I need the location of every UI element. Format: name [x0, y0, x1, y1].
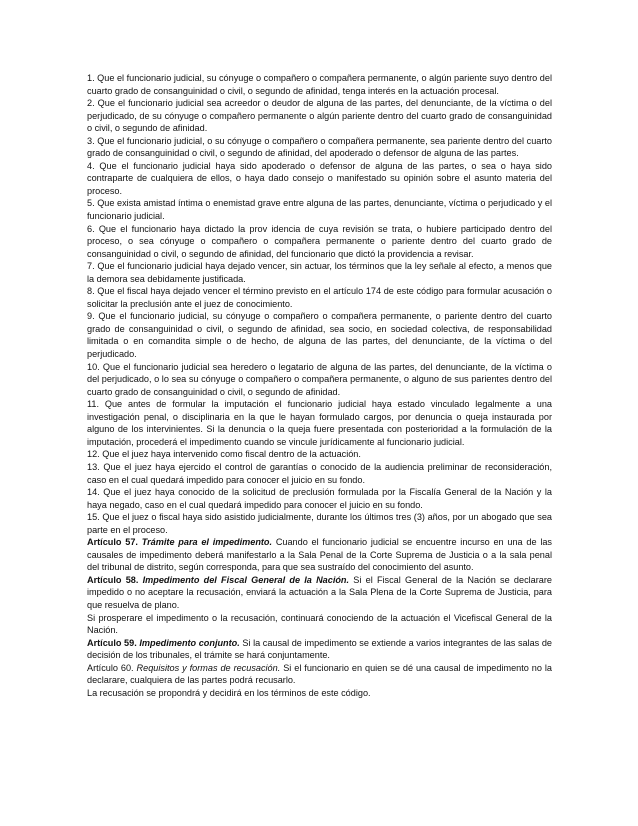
- paragraph: [87, 260, 552, 285]
- article-number: Artículo 58.: [87, 574, 139, 585]
- paragraph-text: 10. Que el funcionario judicial sea heredero o legatario de alguna de las partes, del denunciante, de la víctima o del perjudicado, o lo sea su cónyuge o compañero o compañera permanente, o alguno de sus parientes dentro del cuarto grado de consanguinidad o civil, o segundo de afinidad.: [87, 361, 552, 397]
- paragraph: [87, 72, 552, 97]
- paragraph-text: Si el funcionario en quien se dé una causal de impedimento no la declarare, cualquiera de las partes podrá recusarlo.: [87, 662, 552, 686]
- article-heading: Requisitos y formas de recusación.: [136, 662, 281, 673]
- paragraph-text: 7. Que el funcionario judicial haya dejado vencer, sin actuar, los términos que la ley señale al efecto, a menos que la demora sea debidamente justificada.: [87, 261, 552, 284]
- paragraph: [87, 285, 552, 310]
- paragraph-text: 15. Que el juez o fiscal haya sido asistido judicialmente, durante los últimos tres (3) años, por un abogado que sea parte en el proceso.: [87, 512, 552, 535]
- paragraph-text: 4. Que el funcionario judicial haya sido apoderado o defensor de alguna de las partes, o sea o haya sido contraparte de cualquiera de ellos, o haya dado consejo o manifestado su opinión sobre el asunto materia del proceso.: [87, 160, 552, 196]
- paragraph: [87, 160, 552, 198]
- document-body: [87, 72, 552, 699]
- paragraph: [87, 223, 552, 261]
- paragraph-text: 12. Que el juez haya intervenido como fiscal dentro de la actuación.: [87, 449, 361, 460]
- paragraph-text: 14. Que el juez haya conocido de la solicitud de preclusión formulada por la Fiscalía General de la Nación y la haya negado, caso en el cual quedará impedido para conocer el juicio en su fondo.: [87, 487, 552, 510]
- paragraph: [87, 461, 552, 486]
- paragraph: [87, 310, 552, 360]
- paragraph-text: Si la causal de impedimento se extiende a varios integrantes de las salas de decisión de los tribunales, el trámite se hará conjuntamente.: [87, 637, 552, 661]
- paragraph-text: 8. Que el fiscal haya dejado vencer el término previsto en el artículo 174 de este código para formular acusación o solicitar la preclusión ante el juez de conocimiento.: [87, 286, 552, 309]
- paragraph: [87, 135, 552, 160]
- paragraph: [87, 486, 552, 511]
- paragraph: [87, 448, 552, 461]
- paragraph-text: Cuando el funcionario judicial se encuentre incurso en una de las causales de impedimento deberá manifestarlo a la Sala Penal de la Corte Suprema de Justicia o a la sala penal del tribunal de distrito, según corresponda, para que sea sustraído del conocimiento del asunto.: [87, 537, 552, 573]
- article-paragraph: [87, 662, 552, 687]
- article-paragraph: [87, 536, 552, 574]
- paragraph-text: 9. Que el funcionario judicial, su cónyuge o compañero o compañera permanente, o pariente dentro del cuarto grado de consanguinidad o civil, o segundo de afinidad, sea socio, en sociedad colectiva, de responsabilidad limitada o en comandita simple o de hecho, de alguna de las partes, del denunciante, de la víctima o del perjudicado.: [87, 311, 552, 360]
- paragraph: [87, 612, 552, 637]
- article-heading: Trámite para el impedimento.: [141, 537, 273, 548]
- article-number: Artículo 57.: [87, 537, 138, 548]
- article-heading: Impedimento del Fiscal General de la Nación.: [142, 574, 350, 585]
- paragraph: [87, 687, 552, 700]
- article-number: Artículo 60.: [87, 662, 134, 673]
- paragraph-text: 5. Que exista amistad íntima o enemistad grave entre alguna de las partes, denunciante, víctima o perjudicado y el funcionario judicial.: [87, 198, 552, 222]
- article-number: Artículo 59.: [87, 637, 137, 648]
- paragraph: [87, 398, 552, 448]
- paragraph-text: 11. Que antes de formular la imputación el funcionario judicial haya estado vinculado legalmente a una investigación penal, o disciplinaria en la que le hayan formulado cargos, por denuncia o queja instaurada por alguno de los intervinientes. Si la denuncia o la queja fuere presentada con posterioridad a la formulación de la imputación, procederá el impedimento cuando se vincule jurídicamente al funcionario judicial.: [87, 399, 552, 447]
- paragraph-text: 13. Que el juez haya ejercido el control de garantías o conocido de la audiencia preliminar de reconsideración, caso en el cual quedará impedido para conocer el juicio en su fondo.: [87, 461, 552, 485]
- paragraph-text: 1. Que el funcionario judicial, su cónyuge o compañero o compañera permanente, o algún pariente suyo dentro del cuarto grado de consanguinidad o civil, o segundo de afinidad, tenga interés en la actuación procesal.: [87, 73, 552, 96]
- paragraph-text: La recusación se propondrá y decidirá en los términos de este código.: [87, 687, 371, 698]
- paragraph-text: 2. Que el funcionario judicial sea acreedor o deudor de alguna de las partes, del denunciante, de la víctima o del perjudicado, de su cónyuge o compañero permanente o algún pariente dentro del cuarto grado de consanguinidad o civil, o segundo de afinidad.: [87, 98, 552, 134]
- article-paragraph: [87, 574, 552, 612]
- paragraph: [87, 361, 552, 399]
- paragraph-text: 3. Que el funcionario judicial, o su cónyuge o compañero o compañera permanente, sea pariente dentro del cuarto grado de consanguinidad o civil, o segundo de afinidad, del apoderado o defensor de alguna de las partes.: [87, 135, 552, 159]
- article-heading: Impedimento conjunto.: [139, 637, 240, 648]
- paragraph: [87, 511, 552, 536]
- paragraph: [87, 97, 552, 135]
- paragraph-text: 6. Que el funcionario haya dictado la prov idencia de cuya revisión se trata, o hubiere participado dentro del proceso, o sea cónyuge o compañero o compañera permanente o pariente dentro del cuarto grado de consanguinidad o civil, o segundo de afinidad, del funcionario que dictó la providencia a revisar.: [87, 223, 552, 259]
- paragraph: [87, 197, 552, 222]
- paragraph-text: Si prosperare el impedimento o la recusación, continuará conociendo de la actuación el Vicefiscal General de la Nación.: [87, 612, 552, 636]
- paragraph-text: Si el Fiscal General de la Nación se declarare impedido o no aceptare la recusación, enviará la actuación a la Sala Plena de la Corte Suprema de Justicia, para que resuelva de plano.: [87, 574, 552, 610]
- article-paragraph: [87, 637, 552, 662]
